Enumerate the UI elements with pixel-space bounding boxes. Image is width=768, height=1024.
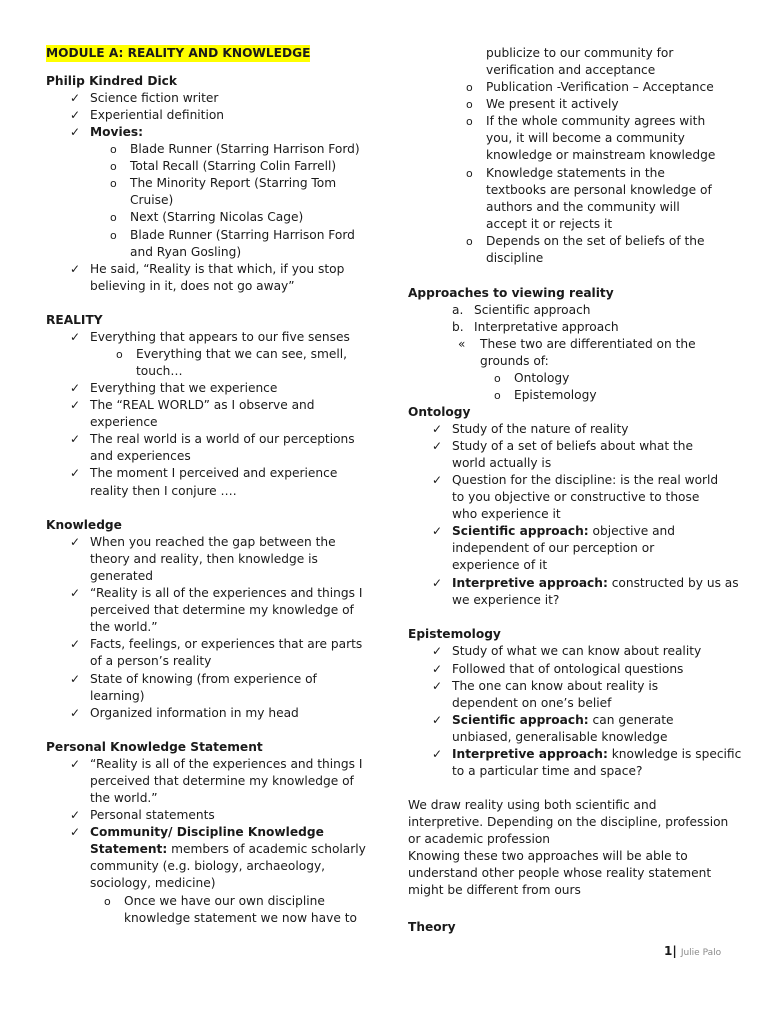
list-item-text: [486, 130, 685, 147]
bullet-icon: o: [110, 143, 117, 156]
item-text: to you objective or constructive to those: [452, 490, 700, 504]
list-item-text: [90, 636, 362, 653]
item-text: believing in it, does not go away”: [90, 279, 295, 293]
section-heading: Personal Knowledge Statement: [46, 740, 263, 754]
list-item-text: [486, 182, 712, 199]
item-text: Cruise): [130, 193, 174, 207]
item-text: “Reality is all of the experiences and things I: [90, 757, 363, 771]
item-text: Publication -Verification – Acceptance: [486, 80, 714, 94]
item-text: Organized information in my head: [90, 706, 299, 720]
quote-bullet-icon: «: [458, 337, 466, 351]
item-text: reality then I conjure ….: [90, 484, 237, 498]
list-item-text: [130, 141, 360, 158]
item-text: Study of the nature of reality: [452, 422, 629, 436]
page-number: 1: [664, 944, 673, 958]
item-text: authors and the community will: [486, 200, 680, 214]
checkmark-icon: ✓: [70, 398, 81, 412]
checkmark-icon: ✓: [432, 679, 443, 693]
bold-term: Community/ Discipline Knowledge: [90, 825, 324, 839]
item-text: verification and acceptance: [486, 63, 656, 77]
list-item-text: [90, 448, 191, 465]
item-text: you, it will become a community: [486, 131, 685, 145]
list-item-text: [452, 695, 611, 712]
item-text: We present it actively: [486, 97, 619, 111]
list-item-text: [452, 506, 561, 523]
list-item-text: [480, 353, 549, 370]
list-item-text: [130, 158, 336, 175]
list-item-text: [90, 824, 324, 841]
list-item-text: [452, 489, 699, 506]
item-text: Study of a set of beliefs about what the: [452, 439, 694, 453]
list-item-text: [452, 557, 547, 574]
list-item-text: [130, 175, 336, 192]
checkmark-icon: ✓: [432, 576, 443, 590]
section-heading: Knowledge: [46, 518, 122, 532]
item-text: Study of what we can know about reality: [452, 644, 702, 658]
item-text: When you reached the gap between the: [90, 535, 336, 549]
item-text: understand other people whose reality statement: [408, 866, 712, 880]
item-text: independent of our perception or: [452, 541, 655, 555]
item-text: The one can know about reality is: [452, 679, 659, 693]
list-item-text: [90, 551, 318, 568]
list-item-text: [90, 705, 299, 722]
item-text: knowledge or mainstream knowledge: [486, 148, 716, 162]
checkmark-icon: ✓: [432, 439, 443, 453]
item-text: experience of it: [452, 558, 548, 572]
item-text: and experiences: [90, 449, 191, 463]
item-text: publicize to our community for: [486, 46, 674, 60]
bullet-icon: o: [466, 98, 473, 111]
paragraph-line: [408, 865, 711, 882]
item-text: theory and reality, then knowledge is: [90, 552, 318, 566]
item-text: experience: [90, 415, 158, 429]
bold-term: Movies:: [90, 125, 144, 139]
item-text: If the whole community agrees with: [486, 114, 706, 128]
checkmark-icon: ✓: [432, 422, 443, 436]
list-item-text: [90, 465, 337, 482]
item-text: State of knowing (from experience of: [90, 672, 317, 686]
item-text: unbiased, generalisable knowledge: [452, 730, 668, 744]
item-text: to a particular time and space?: [452, 764, 643, 778]
list-item-text: [452, 472, 718, 489]
list-marker: b.: [452, 320, 464, 334]
item-text: learning): [90, 689, 145, 703]
list-item-text: [474, 319, 619, 336]
list-item-text: [480, 336, 696, 353]
list-item-text: [90, 602, 354, 619]
bullet-icon: o: [494, 372, 501, 385]
list-item-text: [452, 438, 693, 455]
item-text: accept it or rejects it: [486, 217, 613, 231]
list-item-text: [90, 90, 218, 107]
item-text: Depends on the set of beliefs of the: [486, 234, 705, 248]
checkmark-icon: ✓: [70, 586, 81, 600]
item-text: can generate: [588, 713, 674, 727]
list-item-text: [90, 671, 317, 688]
bullet-icon: o: [466, 167, 473, 180]
item-text: we experience it?: [452, 593, 560, 607]
list-item-text: [452, 678, 658, 695]
item-text: Followed that of ontological questions: [452, 662, 684, 676]
checkmark-icon: ✓: [432, 713, 443, 727]
list-item-text: [90, 585, 362, 602]
list-item-text: [486, 113, 705, 130]
list-item-text: [452, 763, 642, 780]
item-text: These two are differentiated on the: [480, 337, 696, 351]
list-item-text: [90, 619, 158, 636]
section-heading: Epistemology: [408, 627, 501, 641]
list-item-text: [486, 79, 714, 96]
checkmark-icon: ✓: [70, 91, 81, 105]
item-text: might be different from ours: [408, 883, 581, 897]
item-text: Facts, feelings, or experiences that are parts: [90, 637, 363, 651]
list-item-text: [90, 653, 211, 670]
list-item-text: [486, 250, 543, 267]
list-item-text: [90, 756, 362, 773]
item-text: Ontology: [514, 371, 570, 385]
list-item-text: [130, 192, 173, 209]
list-item-text: [90, 534, 336, 551]
item-text: We draw reality using both scientific and: [408, 798, 657, 812]
list-item-text: [486, 62, 655, 79]
list-item-text: [474, 302, 591, 319]
list-marker: a.: [452, 303, 464, 317]
list-item-text: [514, 387, 597, 404]
list-item-text: [90, 807, 215, 824]
item-text: Knowledge statements in the: [486, 166, 665, 180]
item-text: who experience it: [452, 507, 561, 521]
item-text: “Reality is all of the experiences and things I: [90, 586, 363, 600]
list-item-text: [90, 261, 344, 278]
list-item-text: [90, 773, 354, 790]
checkmark-icon: ✓: [432, 644, 443, 658]
list-item-text: [130, 244, 241, 261]
item-text: knowledge is specific: [607, 747, 742, 761]
footer-separator: |: [672, 944, 677, 958]
bullet-icon: o: [110, 229, 117, 242]
checkmark-icon: ✓: [70, 125, 81, 139]
checkmark-icon: ✓: [70, 808, 81, 822]
list-item-text: [452, 729, 667, 746]
paragraph-line: [408, 814, 728, 831]
list-item-text: [486, 233, 705, 250]
list-item-text: [130, 209, 303, 226]
item-text: Once we have our own discipline: [124, 894, 325, 908]
page-footer: [664, 943, 721, 962]
item-text: Everything that appears to our five senses: [90, 330, 350, 344]
checkmark-icon: ✓: [432, 473, 443, 487]
bullet-icon: o: [110, 177, 117, 190]
list-item-text: [452, 540, 654, 557]
item-text: Everything that we experience: [90, 381, 278, 395]
bold-term: Scientific approach:: [452, 524, 589, 538]
footer-author: Julie Palo: [680, 948, 722, 958]
bold-term: Interpretive approach:: [452, 747, 608, 761]
list-item-text: [90, 124, 143, 141]
bullet-icon: o: [466, 115, 473, 128]
item-text: The real world is a world of our perceptions: [90, 432, 355, 446]
checkmark-icon: ✓: [432, 662, 443, 676]
section-heading: Approaches to viewing reality: [408, 286, 614, 300]
item-text: or academic profession: [408, 832, 551, 846]
paragraph-line: [408, 797, 656, 814]
paragraph-line: [408, 882, 581, 899]
checkmark-icon: ✓: [70, 757, 81, 771]
item-text: perceived that determine my knowledge of: [90, 774, 354, 788]
list-item-text: [452, 712, 674, 729]
checkmark-icon: ✓: [70, 381, 81, 395]
section-heading: Ontology: [408, 405, 471, 419]
list-item-text: [514, 370, 569, 387]
list-item-text: [90, 858, 325, 875]
list-item-text: [90, 483, 237, 500]
bullet-icon: o: [116, 348, 123, 361]
bullet-icon: o: [466, 235, 473, 248]
list-item-text: [452, 746, 741, 763]
item-text: interpretive. Depending on the discipline, profession: [408, 815, 729, 829]
item-text: textbooks are personal knowledge of: [486, 183, 712, 197]
list-item-text: [486, 147, 715, 164]
list-item-text: [90, 397, 315, 414]
list-item-text: [124, 893, 325, 910]
list-item-text: [486, 216, 612, 233]
item-text: The Minority Report (Starring Tom: [130, 176, 337, 190]
list-item-text: [90, 380, 277, 397]
list-item-text: [452, 592, 559, 609]
list-item-text: [452, 455, 551, 472]
item-text: Knowing these two approaches will be able to: [408, 849, 688, 863]
checkmark-icon: ✓: [70, 672, 81, 686]
checkmark-icon: ✓: [70, 108, 81, 122]
list-item-text: [90, 568, 153, 585]
item-text: Question for the discipline: is the real world: [452, 473, 719, 487]
list-item-text: [130, 227, 355, 244]
item-text: the world.”: [90, 791, 158, 805]
list-item-text: [452, 523, 675, 540]
item-text: perceived that determine my knowledge of: [90, 603, 354, 617]
item-text: Blade Runner (Starring Harrison Ford: [130, 228, 355, 242]
list-item-text: [452, 643, 701, 660]
item-text: generated: [90, 569, 153, 583]
checkmark-icon: ✓: [70, 535, 81, 549]
list-item-text: [452, 575, 739, 592]
item-text: Personal statements: [90, 808, 215, 822]
item-text: community (e.g. biology, archaeology,: [90, 859, 326, 873]
bold-term: Scientific approach:: [452, 713, 589, 727]
bullet-icon: o: [494, 389, 501, 402]
item-text: The “REAL WORLD” as I observe and: [90, 398, 315, 412]
list-item-text: [90, 688, 144, 705]
checkmark-icon: ✓: [432, 524, 443, 538]
checkmark-icon: ✓: [70, 706, 81, 720]
list-item-text: [90, 414, 158, 431]
list-item-text: [124, 910, 357, 927]
list-item-text: [452, 421, 628, 438]
list-item-text: [90, 790, 158, 807]
item-text: Science fiction writer: [90, 91, 219, 105]
list-item-text: [486, 45, 673, 62]
item-text: dependent on one’s belief: [452, 696, 612, 710]
item-text: grounds of:: [480, 354, 549, 368]
item-text: constructed by us as: [607, 576, 739, 590]
item-text: Scientific approach: [474, 303, 591, 317]
list-item-text: [136, 363, 183, 380]
checkmark-icon: ✓: [432, 747, 443, 761]
checkmark-icon: ✓: [70, 466, 81, 480]
item-text: knowledge statement we now have to: [124, 911, 357, 925]
item-text: Epistemology: [514, 388, 597, 402]
bold-term: Statement:: [90, 842, 168, 856]
section-heading: MODULE A: REALITY AND KNOWLEDGE: [46, 46, 311, 60]
item-text: touch…: [136, 364, 183, 378]
item-text: of a person’s reality: [90, 654, 212, 668]
item-text: Next (Starring Nicolas Cage): [130, 210, 304, 224]
section-heading: Philip Kindred Dick: [46, 74, 177, 88]
bullet-icon: o: [104, 895, 111, 908]
list-item-text: [486, 165, 665, 182]
paragraph-line: [408, 848, 688, 865]
list-item-text: [90, 278, 295, 295]
paragraph-line: [408, 831, 550, 848]
list-item-text: [136, 346, 347, 363]
bullet-icon: o: [466, 81, 473, 94]
item-text: Interpretative approach: [474, 320, 619, 334]
item-text: He said, “Reality is that which, if you stop: [90, 262, 345, 276]
list-item-text: [452, 661, 683, 678]
item-text: discipline: [486, 251, 544, 265]
item-text: The moment I perceived and experience: [90, 466, 338, 480]
checkmark-icon: ✓: [70, 637, 81, 651]
item-text: Blade Runner (Starring Harrison Ford): [130, 142, 360, 156]
item-text: Total Recall (Starring Colin Farrell): [130, 159, 337, 173]
list-item-text: [90, 875, 215, 892]
item-text: world actually is: [452, 456, 552, 470]
checkmark-icon: ✓: [70, 330, 81, 344]
list-item-text: [90, 107, 224, 124]
item-text: objective and: [588, 524, 676, 538]
list-item-text: [90, 841, 366, 858]
checkmark-icon: ✓: [70, 262, 81, 276]
bold-term: Interpretive approach:: [452, 576, 608, 590]
bullet-icon: o: [110, 160, 117, 173]
checkmark-icon: ✓: [70, 432, 81, 446]
checkmark-icon: ✓: [70, 825, 81, 839]
item-text: and Ryan Gosling): [130, 245, 242, 259]
item-text: the world.”: [90, 620, 158, 634]
item-text: members of academic scholarly: [167, 842, 366, 856]
item-text: Everything that we can see, smell,: [136, 347, 348, 361]
list-item-text: [486, 96, 619, 113]
item-text: sociology, medicine): [90, 876, 216, 890]
section-heading: REALITY: [46, 313, 103, 327]
section-heading: Theory: [408, 920, 456, 934]
list-item-text: [486, 199, 680, 216]
list-item-text: [90, 329, 350, 346]
bullet-icon: o: [110, 211, 117, 224]
item-text: Experiential definition: [90, 108, 225, 122]
list-item-text: [90, 431, 355, 448]
